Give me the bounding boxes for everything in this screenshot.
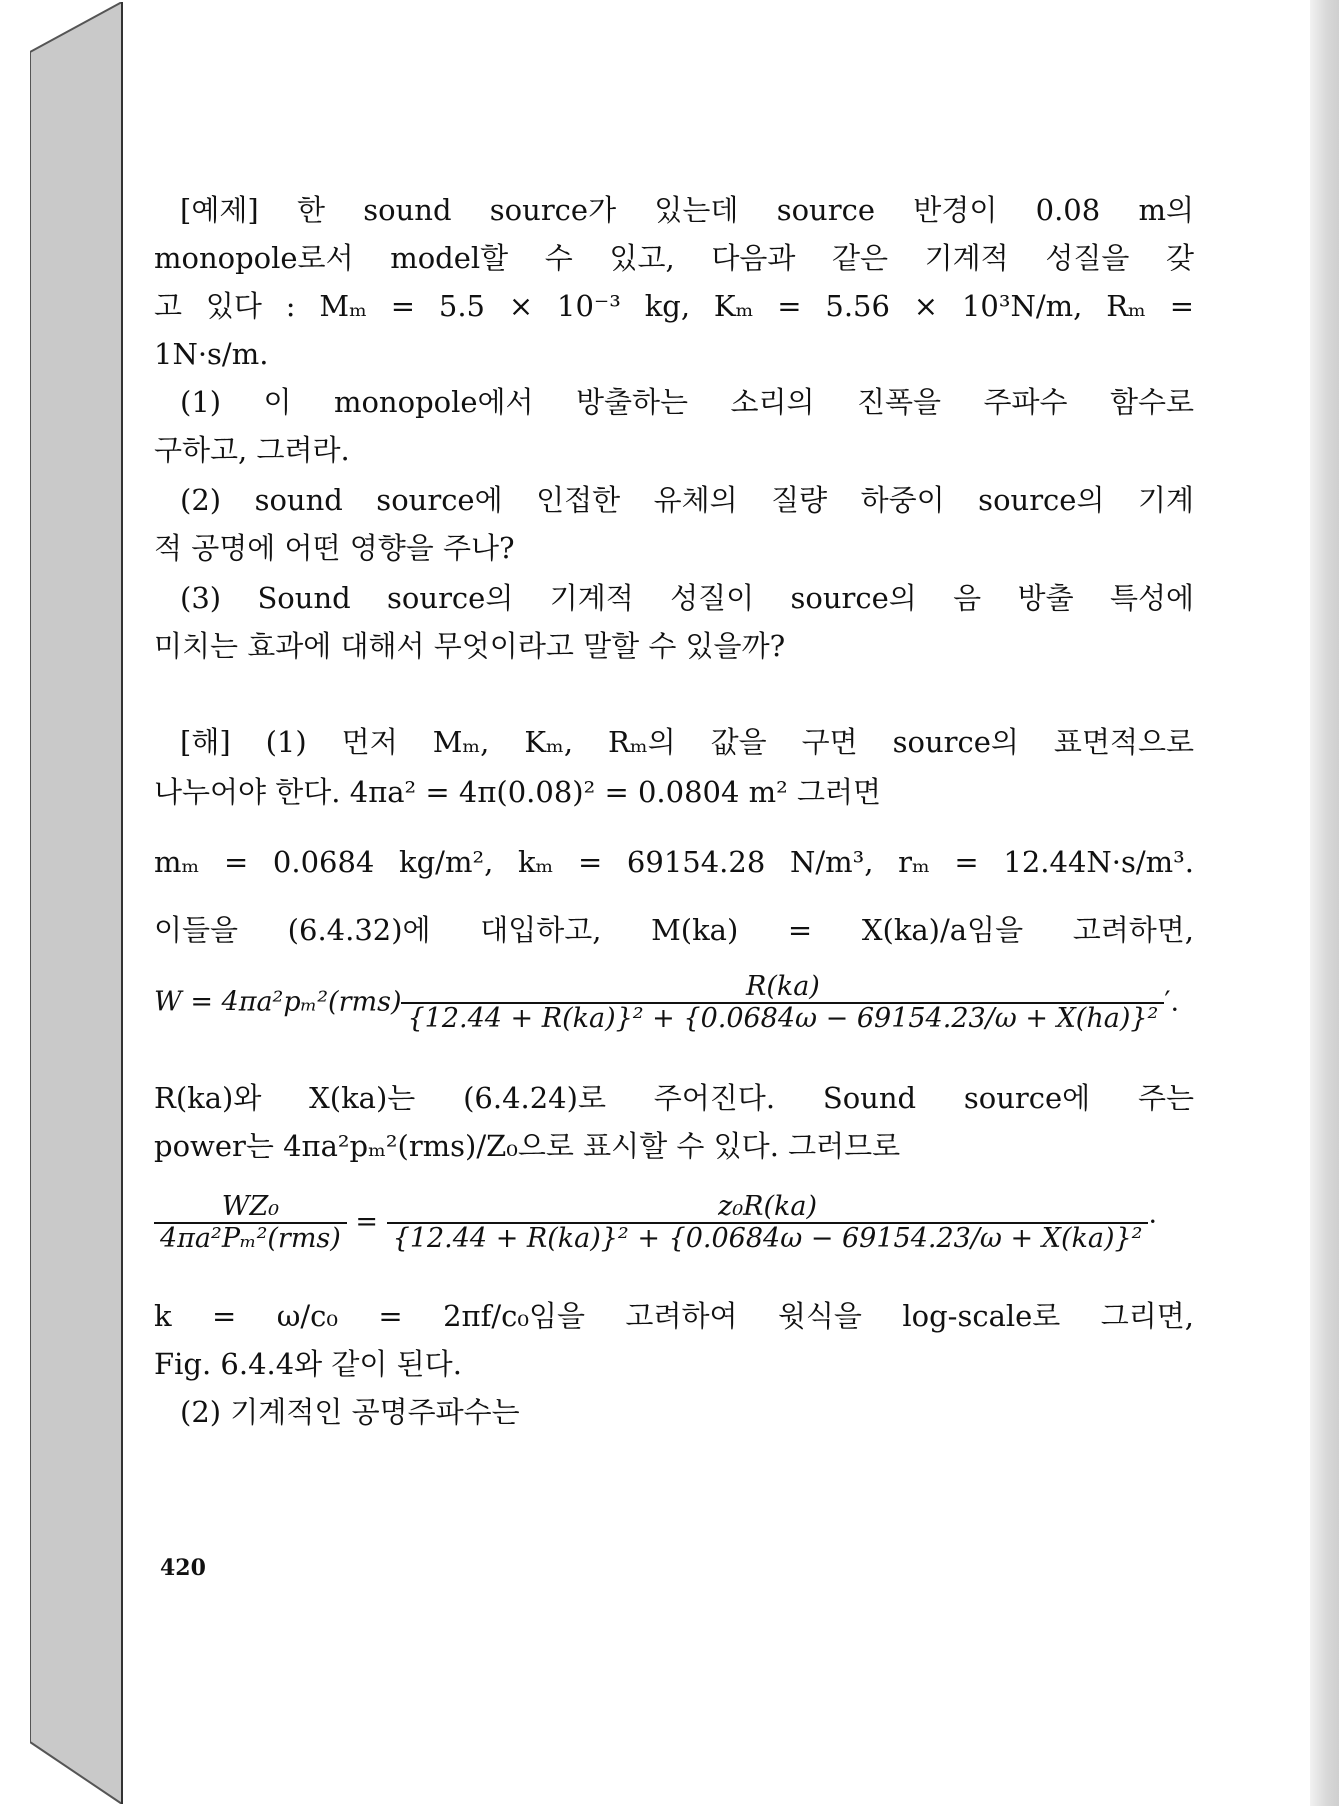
- equation-normalized-tail: ·: [1148, 1206, 1158, 1238]
- equation-normalized-rhs-denominator: {12.44 + R(ka)}² + {0.0684ω − 69154.23/ω + X(ka)}²: [387, 1222, 1149, 1254]
- question-1-line-2: 구하고, 그려라.: [154, 433, 350, 467]
- equation-power-lhs: W = 4πa²pₘ²(rms): [154, 986, 402, 1018]
- solution-line-9: (2) 기계적인 공명주파수는: [180, 1395, 520, 1429]
- solution-line-7: k = ω/c₀ = 2πf/c₀임을 고려하여 윗식을 log-scale로 그리면,: [154, 1299, 1194, 1333]
- equation-normalized-lhs-numerator: WZ₀: [221, 1191, 280, 1222]
- book-left-edge: [30, 2, 142, 1804]
- page-number: 420: [160, 1555, 206, 1581]
- equation-normalized-power: [154, 1192, 1194, 1254]
- equation-normalized-lhs-denominator: 4πa²Pₘ²(rms): [154, 1222, 347, 1254]
- question-2-line-2: 적 공명에 어떤 영향을 주나?: [154, 531, 515, 565]
- question-3-line-1: (3) Sound source의 기계적 성질이 source의 음 방출 특성에: [180, 581, 1194, 615]
- equation-power-numerator: R(ka): [745, 971, 820, 1002]
- equation-normalized-rhs-numerator: z₀R(ka): [718, 1191, 818, 1222]
- solution-line-5: R(ka)와 X(ka)는 (6.4.24)로 주어진다. Sound source에 주는: [154, 1081, 1194, 1115]
- question-2-line-1: (2) sound source에 인접한 유체의 질량 하중이 source의 기계: [180, 483, 1194, 517]
- solution-line-6: power는 4πa²pₘ²(rms)/Z₀으로 표시할 수 있다. 그러므로: [154, 1129, 901, 1163]
- example-line-4: 1N·s/m.: [154, 337, 269, 371]
- example-line-1: [예제] 한 sound source가 있는데 source 반경이 0.08 m의: [180, 193, 1194, 227]
- solution-line-8: Fig. 6.4.4와 같이 된다.: [154, 1347, 462, 1381]
- example-line-3: 고 있다 : Mₘ = 5.5 × 10⁻³ kg, Kₘ = 5.56 × 10³N/m, Rₘ =: [154, 289, 1194, 323]
- equation-power-denominator: {12.44 + R(ka)}² + {0.0684ω − 69154.23/ω + X(ha)}²: [401, 1002, 1164, 1034]
- solution-line-3: mₘ = 0.0684 kg/m², kₘ = 69154.28 N/m³, rₘ = 12.44N·s/m³.: [154, 845, 1194, 879]
- question-1-line-1: (1) 이 monopole에서 방출하는 소리의 진폭을 주파수 함수로: [180, 385, 1194, 419]
- solution-line-2: 나누어야 한다. 4πa² = 4π(0.08)² = 0.0804 m² 그러면: [154, 775, 882, 809]
- equation-power-fraction: [401, 972, 1164, 1034]
- equation-equals-sign: =: [355, 1206, 379, 1238]
- example-line-2: monopole로서 model할 수 있고, 다음과 같은 기계적 성질을 갖: [154, 241, 1194, 275]
- equation-normalized-lhs: [154, 1192, 347, 1254]
- equation-normalized-rhs: [387, 1192, 1149, 1254]
- equation-power-tail: ′.: [1164, 986, 1180, 1018]
- book-right-edge: [1309, 0, 1339, 1806]
- question-3-line-2: 미치는 효과에 대해서 무엇이라고 말할 수 있을까?: [154, 629, 786, 663]
- equation-power: [154, 972, 1194, 1034]
- solution-line-1: [해] (1) 먼저 Mₘ, Kₘ, Rₘ의 값을 구면 source의 표면적으로: [180, 725, 1194, 759]
- solution-line-4: 이들을 (6.4.32)에 대입하고, M(ka) = X(ka)/a임을 고려하면,: [154, 913, 1194, 947]
